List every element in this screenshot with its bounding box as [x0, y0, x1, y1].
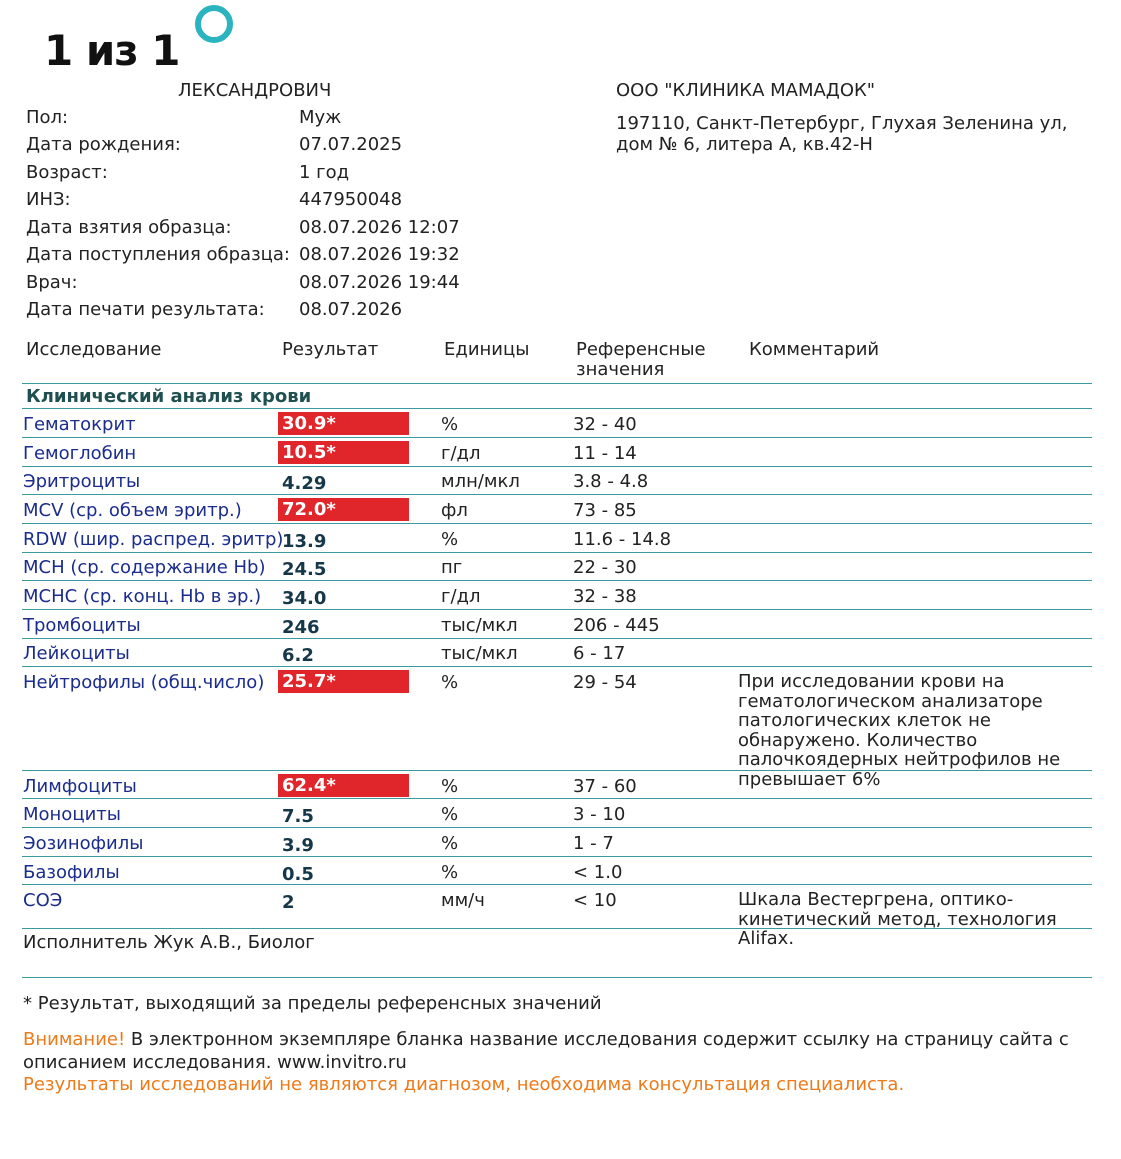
patient-field-value: Муж: [299, 107, 342, 128]
header-divider: [22, 383, 1092, 384]
row-divider: [22, 494, 1092, 495]
row-divider: [22, 638, 1092, 639]
result-value: 24.5: [282, 559, 327, 580]
patient-field-label: Пол:: [26, 107, 69, 128]
test-name-link[interactable]: Нейтрофилы (общ.число): [23, 672, 265, 693]
test-name-link[interactable]: Эритроциты: [23, 471, 141, 492]
patient-field-value: 447950048: [299, 189, 403, 210]
reference-cell: 3 - 10: [573, 804, 626, 825]
result-flagged: 30.9*: [278, 412, 409, 435]
patient-field-value: 07.07.2025: [299, 134, 403, 155]
unit-cell: г/дл: [441, 586, 481, 607]
unit-cell: млн/мкл: [441, 471, 520, 492]
patient-field-value: 08.07.2026 12:07: [299, 217, 460, 238]
unit-cell: тыс/мкл: [441, 615, 518, 636]
result-value: 6.2: [282, 645, 314, 666]
result-value: 246: [282, 617, 320, 638]
disclaimer: Результаты исследований не являются диагнозом, необходима консультация специалиста.: [23, 1074, 905, 1095]
reference-cell: < 1.0: [573, 862, 623, 883]
unit-cell: пг: [441, 557, 463, 578]
test-name-link[interactable]: СОЭ: [23, 890, 63, 911]
reference-cell: < 10: [573, 890, 617, 911]
header-reference: [576, 340, 706, 380]
row-divider: [22, 884, 1092, 885]
header-comment: Комментарий: [749, 339, 880, 360]
result-value: 4.29: [282, 473, 327, 494]
reference-cell: 1 - 7: [573, 833, 614, 854]
unit-cell: %: [441, 414, 459, 435]
test-name-link[interactable]: Гематокрит: [23, 414, 136, 435]
row-divider: [22, 856, 1092, 857]
notice-text: В электронном экземпляре бланка название исследования содержит ссылку на страницу сайта с описанием исследования. www.invitro.ru: [23, 1029, 1069, 1073]
result-flagged: 62.4*: [278, 774, 409, 797]
row-divider: [22, 523, 1092, 524]
header-reference-line1: Референсные: [576, 339, 706, 360]
patient-field-label: Врач:: [26, 272, 78, 293]
result-value: 0.5: [282, 864, 314, 885]
unit-cell: г/дл: [441, 443, 481, 464]
reference-cell: 3.8 - 4.8: [573, 471, 649, 492]
unit-cell: %: [441, 529, 459, 550]
test-name-link[interactable]: Моноциты: [23, 804, 121, 825]
performer: Исполнитель Жук А.В., Биолог: [23, 932, 315, 953]
patient-field-label: Дата взятия образца:: [26, 217, 232, 238]
test-name-link[interactable]: MCH (ср. содержание Hb): [23, 557, 266, 578]
unit-cell: %: [441, 776, 459, 797]
notice: [23, 1028, 1098, 1074]
header-units: Единицы: [444, 339, 530, 360]
reference-cell: 6 - 17: [573, 643, 626, 664]
unit-cell: %: [441, 804, 459, 825]
result-value: 13.9: [282, 531, 327, 552]
result-flagged: 25.7*: [278, 670, 409, 693]
header-reference-line2: значения: [576, 359, 665, 380]
patient-field-value: 08.07.2026 19:44: [299, 272, 460, 293]
row-divider: [22, 827, 1092, 828]
row-divider: [22, 928, 1092, 929]
page-counter: 1 из 1: [44, 26, 180, 75]
result-flagged: 10.5*: [278, 441, 409, 464]
patient-field-label: Возраст:: [26, 162, 108, 183]
patient-field-label: Дата рождения:: [26, 134, 181, 155]
comment-cell: При исследовании крови на гематологическом анализаторе патологических клеток не обнаружено. Количество палочкоядерных нейтрофилов не превышает 6%: [738, 671, 1061, 790]
test-name-link[interactable]: MCHC (ср. конц. Hb в эр.): [23, 586, 262, 607]
reference-cell: 11.6 - 14.8: [573, 529, 672, 550]
row-divider: [22, 666, 1092, 667]
row-divider: [22, 609, 1092, 610]
test-name-link[interactable]: MCV (ср. объем эритр.): [23, 500, 242, 521]
header-test: Исследование: [26, 339, 162, 360]
patient-field-value: 08.07.2026 19:32: [299, 244, 460, 265]
reference-cell: 22 - 30: [573, 557, 637, 578]
reference-cell: 11 - 14: [573, 443, 637, 464]
reference-cell: 206 - 445: [573, 615, 660, 636]
result-value: 3.9: [282, 835, 314, 856]
ring-icon: [195, 5, 233, 43]
footnote: * Результат, выходящий за пределы референсных значений: [23, 993, 602, 1014]
reference-cell: 32 - 40: [573, 414, 637, 435]
patient-field-label: ИНЗ:: [26, 189, 71, 210]
patient-field-value: 1 год: [299, 162, 350, 183]
result-value: 2: [282, 892, 295, 913]
reference-cell: 73 - 85: [573, 500, 637, 521]
row-divider: [22, 552, 1092, 553]
test-name-link[interactable]: Лейкоциты: [23, 643, 130, 664]
section-title: Клинический анализ крови: [26, 386, 312, 407]
clinic-name: ООО "КЛИНИКА МАМАДОК": [616, 80, 876, 101]
test-name-link[interactable]: Лимфоциты: [23, 776, 137, 797]
patient-field-value: 08.07.2026: [299, 299, 403, 320]
footer-divider: [22, 977, 1092, 978]
row-divider: [22, 466, 1092, 467]
unit-cell: %: [441, 672, 459, 693]
result-value: 34.0: [282, 588, 327, 609]
reference-cell: 32 - 38: [573, 586, 637, 607]
row-divider: [22, 770, 1092, 771]
test-name-link[interactable]: RDW (шир. распред. эритр): [23, 529, 284, 550]
unit-cell: %: [441, 833, 459, 854]
row-divider: [22, 437, 1092, 438]
result-flagged: 72.0*: [278, 498, 409, 521]
patient-field-label: Дата печати результата:: [26, 299, 265, 320]
row-divider: [22, 580, 1092, 581]
comment-cell: Шкала Вестергрена, оптико-кинетический метод, технология Alifax.: [738, 889, 1057, 949]
result-value: 7.5: [282, 806, 314, 827]
row-divider: [22, 798, 1092, 799]
header-result: Результат: [282, 339, 379, 360]
notice-warning: Внимание!: [23, 1029, 126, 1050]
test-name-link[interactable]: Гемоглобин: [23, 443, 137, 464]
test-name-link[interactable]: Базофилы: [23, 862, 120, 883]
patient-field-label: Дата поступления образца:: [26, 244, 290, 265]
patient-name: ЛЕКСАНДРОВИЧ: [178, 80, 332, 101]
clinic-address: 197110, Санкт-Петербург, Глухая Зеленина ул, дом № 6, литера А, кв.42-Н: [616, 113, 1068, 155]
unit-cell: тыс/мкл: [441, 643, 518, 664]
reference-cell: 29 - 54: [573, 672, 637, 693]
reference-cell: 37 - 60: [573, 776, 637, 797]
test-name-link[interactable]: Тромбоциты: [23, 615, 141, 636]
unit-cell: %: [441, 862, 459, 883]
test-name-link[interactable]: Эозинофилы: [23, 833, 144, 854]
section-divider: [22, 408, 1092, 409]
unit-cell: мм/ч: [441, 890, 485, 911]
unit-cell: фл: [441, 500, 468, 521]
